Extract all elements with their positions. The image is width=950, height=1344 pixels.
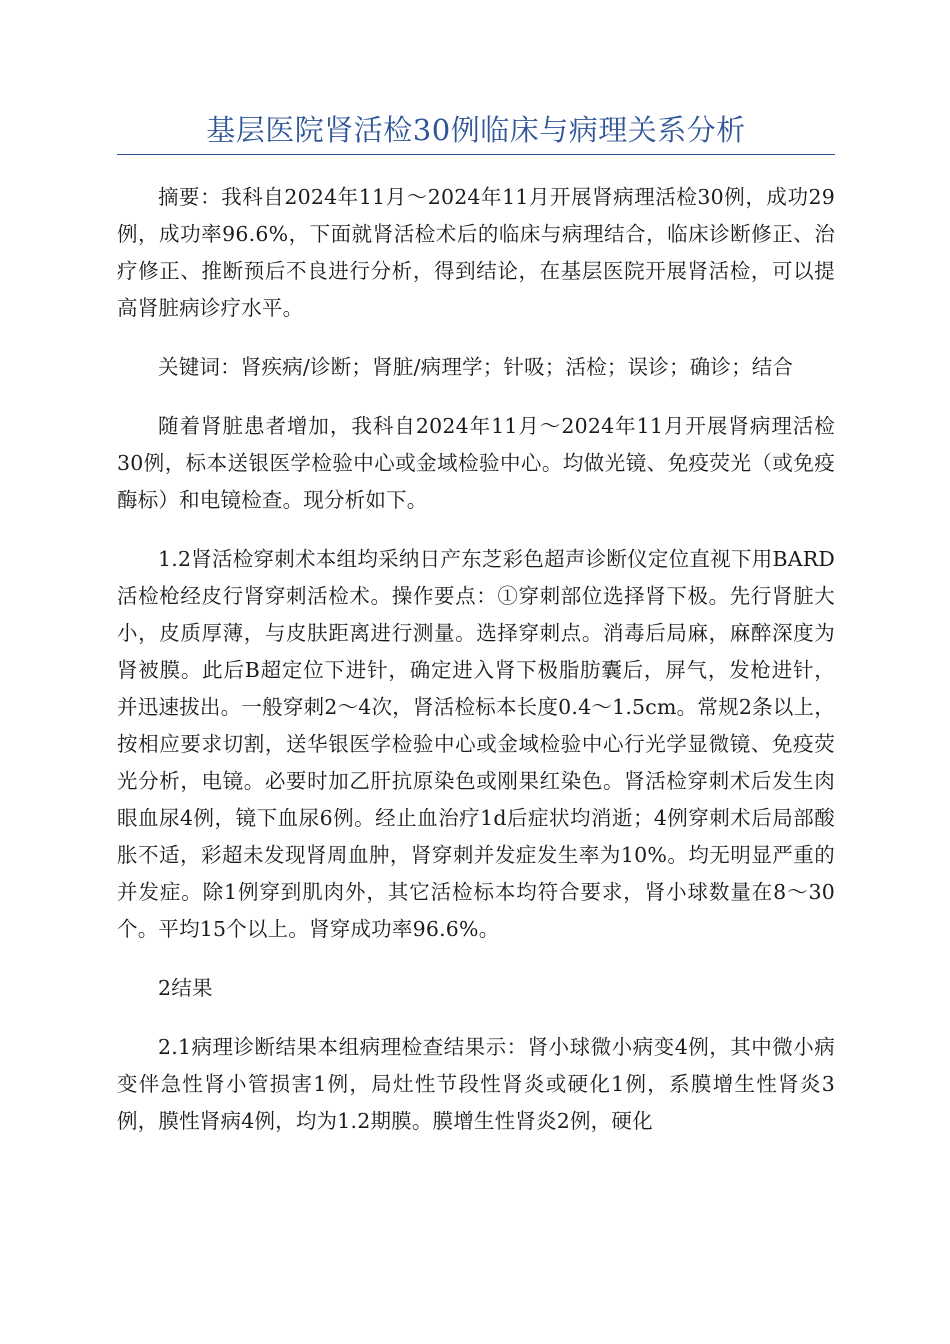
title-underline	[117, 154, 835, 155]
intro-paragraph: 随着肾脏患者增加，我科自2024年11月～2024年11月开展肾病理活检30例，标本送银医学检验中心或金域检验中心。均做光镜、免疫荧光（或免疫酶标）和电镜检查。现分析如下。	[117, 414, 835, 512]
method-paragraph: 1.2肾活检穿刺术本组均采纳日产东芝彩色超声诊断仪定位直视下用BARD活检枪经皮行肾穿刺活检术。操作要点：①穿刺部位选择肾下极。先行肾脏大小，皮质厚薄，与皮肤距离进行测量。选择穿刺点。消毒后局麻，麻醉深度为肾被膜。此后B超定位下进针，确定进入肾下极脂肪囊后，屏气，发枪进针，并迅速拔出。一般穿刺2～4次，肾活检标本长度0.4～1.5cm。常规2条以上，按相应要求切割，送华银医学检验中心或金域检验中心行光学显微镜、免疫荧光分析，电镜。必要时加乙肝抗原染色或刚果红染色。肾活检穿刺术后发生肉眼血尿4例，镜下血尿6例。经止血治疗1d后症状均消逝；4例穿刺术后局部酸胀不适，彩超未发现肾周血肿，肾穿刺并发症发生率为10%。均无明显严重的并发症。除1例穿到肌肉外，其它活检标本均符合要求，肾小球数量在8～30个。平均15个以上。肾穿成功率96.6%。	[117, 547, 835, 941]
abstract-paragraph: 摘要：我科自2024年11月～2024年11月开展肾病理活检30例，成功29例，成功率96.6%，下面就肾活检术后的临床与病理结合，临床诊断修正、治疗修正、推断预后不良进行分析，得到结论，在基层医院开展肾活检，可以提高肾脏病诊疗水平。	[117, 185, 835, 320]
document-page	[117, 108, 835, 1140]
document-title: 基层医院肾活检30例临床与病理关系分析	[206, 113, 746, 147]
keywords-paragraph: 关键词：肾疾病/诊断；肾脏/病理学；针吸；活检；误诊；确诊；结合	[158, 355, 794, 379]
results-heading: 2结果	[158, 976, 213, 1000]
diagnosis-paragraph: 2.1病理诊断结果本组病理检查结果示：肾小球微小病变4例，其中微小病变伴急性肾小管损害1例，局灶性节段性肾炎或硬化1例，系膜增生性肾炎3例，膜性肾病4例，均为1.2期膜。膜增生性肾炎2例，硬化	[117, 1035, 835, 1133]
